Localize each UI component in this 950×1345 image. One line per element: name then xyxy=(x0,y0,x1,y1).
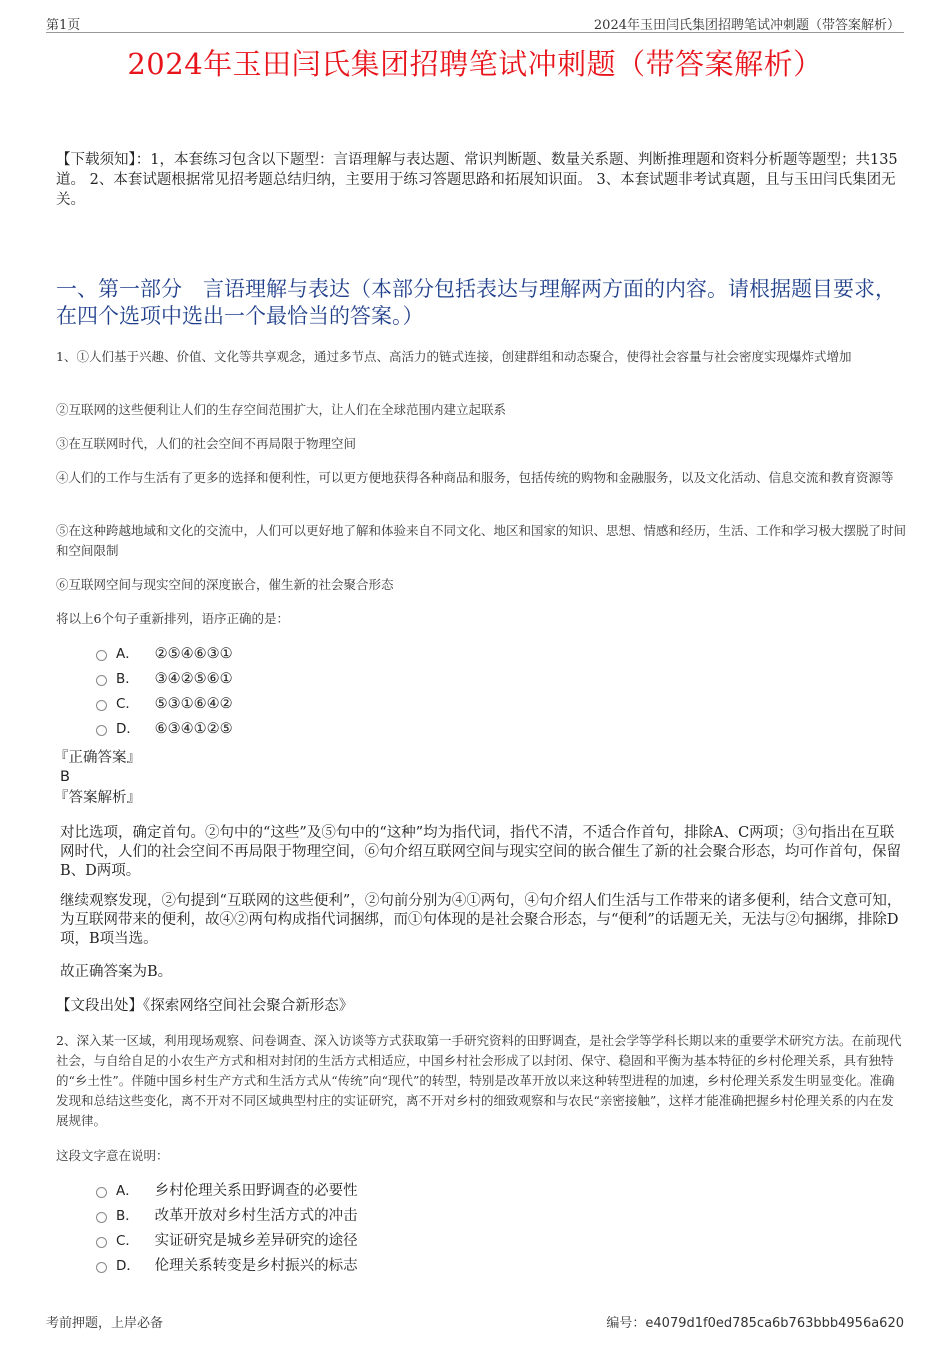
radio-icon[interactable] xyxy=(96,1262,107,1273)
q1-option-d[interactable] xyxy=(96,717,233,742)
footer-doc-id: 编号：e4079d1f0ed785ca6b763bbb4956a620 xyxy=(606,1316,904,1331)
option-letter: A． xyxy=(116,646,139,662)
option-text: 伦理关系转变是乡村振兴的标志 xyxy=(154,1258,358,1274)
analysis-paragraph-1: 对比选项，确定首句。②句中的“这些”及⑤句中的“这种”均为指代词，指代不清，不适合作首句，排除A、C两项；③句指出在互联网时代，人们的社会空间不再局限于物理空间，⑥句介绍互联网空间与现实空间的嵌合催生了新的社会聚合形态，均可作首句，保留B、D两项。 xyxy=(60,825,901,879)
option-letter: B． xyxy=(116,671,139,687)
q1-sentence-6: ⑥互联网空间与现实空间的深度嵌合，催生新的社会聚合形态 xyxy=(56,577,394,592)
q2-option-c[interactable] xyxy=(96,1229,358,1254)
q2-option-d[interactable] xyxy=(96,1254,358,1279)
option-letter: C． xyxy=(116,1233,139,1249)
q2-prompt: 这段文字意在说明： xyxy=(56,1148,169,1163)
q2-options xyxy=(96,1179,358,1279)
analysis-label: 『答案解析』 xyxy=(54,790,141,806)
q2-option-b[interactable] xyxy=(96,1204,358,1229)
option-text: 改革开放对乡村生活方式的冲击 xyxy=(154,1208,358,1224)
page-title: 2024年玉田闫氏集团招聘笔试冲刺题（带答案解析） xyxy=(127,47,823,81)
download-notice: 【下载须知】：1，本套练习包含以下题型：言语理解与表达题、常识判断题、数量关系题、判断推理题和资料分析题等题型；共135道。 2、本套试题根据常见招考题总结归纳，主要用于练习答题思路和拓展知识面。 3、本套试题非考试真题，且与玉田闫氏集团无关。 xyxy=(56,152,898,208)
q1-sentence-2: ②互联网的这些便利让人们的生存空间范围扩大，让人们在全球范围内建立起联系 xyxy=(56,402,507,417)
q1-sentence-4: ④人们的工作与生活有了更多的选择和便利性，可以更方便地获得各种商品和服务，包括传统的购物和金融服务，以及文化活动、信息交流和教育资源等 xyxy=(56,470,894,485)
option-text: ⑥③④①②⑤ xyxy=(154,721,233,737)
section-heading: 一、第一部分 言语理解与表达（本部分包括表达与理解两方面的内容。请根据题目要求，在四个选项中选出一个最恰当的答案。） xyxy=(56,277,896,328)
option-letter: C． xyxy=(116,696,139,712)
answer-value: B xyxy=(60,769,70,785)
q1-prompt: 将以上6个句子重新排列，语序正确的是： xyxy=(56,611,289,626)
q2-passage: 2、深入某一区域，利用现场观察、问卷调查、深入访谈等方式获取第一手研究资料的田野调查，是社会学等学科长期以来的重要学术研究方法。在前现代社会，与自给自足的小农生产方式和相对封闭的生活方式相适应，中国乡村社会形成了以封闭、保守、稳固和平衡为基本特征的乡村伦理关系，具有独特的“乡土性”。伴随中国乡村生产方式和生活方式从“传统”向“现代”的转型，特别是改革开放以来这种转型进程的加速，乡村伦理关系发生明显变化。准确发现和总结这些变化，离不开对不同区域典型村庄的实证研究，离不开对乡村的细致观察和与农民“亲密接触”，这样才能准确把握乡村伦理关系的内在发展规律。 xyxy=(56,1033,902,1128)
q1-option-b[interactable] xyxy=(96,667,233,692)
q1-sentence-1: 1、①人们基于兴趣、价值、文化等共享观念，通过多节点、高活力的链式连接，创建群组和动态聚合，使得社会容量与社会密度实现爆炸式增加 xyxy=(56,349,852,364)
source-citation: 【文段出处】《探索网络空间社会聚合新形态》 xyxy=(56,998,354,1014)
analysis-conclusion: 故正确答案为B。 xyxy=(60,964,173,980)
page-header xyxy=(46,12,904,33)
analysis-paragraph-2: 继续观察发现，②句提到“互联网的这些便利”，②句前分别为④①两句，④句介绍人们生活与工作带来的诸多便利，结合文意可知，为互联网带来的便利，故④②两句构成指代词捆绑，而①句体现的是社会聚合形态，与“便利”的话题无关，无法与②句捆绑，排除D项，B项当选。 xyxy=(60,893,902,947)
option-text: ②⑤④⑥③① xyxy=(154,646,233,662)
q2-option-a[interactable] xyxy=(96,1179,358,1204)
q1-options xyxy=(96,642,233,742)
header-doc-title: 2024年玉田闫氏集团招聘笔试冲刺题（带答案解析） xyxy=(593,18,900,33)
option-text: 实证研究是城乡差异研究的途径 xyxy=(154,1233,358,1249)
option-letter: D． xyxy=(116,1258,140,1274)
option-text: ③④②⑤⑥① xyxy=(154,671,233,687)
radio-icon[interactable] xyxy=(96,1237,107,1248)
page-number: 第1页 xyxy=(46,18,81,33)
option-text: 乡村伦理关系田野调查的必要性 xyxy=(154,1183,358,1199)
q1-sentence-5: ⑤在这种跨越地域和文化的交流中，人们可以更好地了解和体验来自不同文化、地区和国家的知识、思想、情感和经历，生活、工作和学习极大摆脱了时间和空间限制 xyxy=(56,523,907,558)
q1-sentence-3: ③在互联网时代，人们的社会空间不再局限于物理空间 xyxy=(56,436,357,451)
option-letter: A． xyxy=(116,1183,139,1199)
q1-option-c[interactable] xyxy=(96,692,233,717)
q1-option-a[interactable] xyxy=(96,642,233,667)
option-letter: B． xyxy=(116,1208,139,1224)
radio-icon[interactable] xyxy=(96,1212,107,1223)
footer-slogan: 考前押题，上岸必备 xyxy=(46,1316,164,1331)
radio-icon[interactable] xyxy=(96,675,107,686)
radio-icon[interactable] xyxy=(96,725,107,736)
radio-icon[interactable] xyxy=(96,700,107,711)
option-letter: D． xyxy=(116,721,140,737)
radio-icon[interactable] xyxy=(96,650,107,661)
radio-icon[interactable] xyxy=(96,1187,107,1198)
answer-label: 『正确答案』 xyxy=(54,750,141,766)
option-text: ⑤③①⑥④② xyxy=(154,696,233,712)
